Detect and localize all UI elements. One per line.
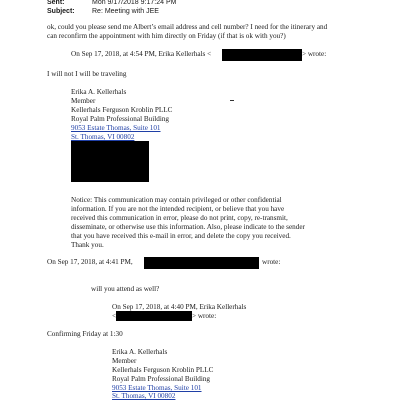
signature-name: Erika A. Kellerhals (112, 348, 168, 356)
signature-address-link[interactable]: 9053 Estate Thomas, Suite 101 (112, 384, 202, 392)
confidentiality-notice-line: disseminate, or otherwise use this information. Also, please indicate to the sender (71, 223, 305, 231)
quote-header-suffix: > wrote: (192, 312, 217, 320)
signature-firm: Kellerhals Ferguson Kroblin PLLC (112, 366, 214, 374)
quote-header-suffix: wrote: (262, 258, 281, 266)
signature-address-link[interactable]: St. Thomas, VI 00802 (112, 392, 176, 400)
body-paragraph-line: can reconfirm the appointment with him directly on Friday (if that is ok with you?) (47, 32, 286, 40)
subject-label: Subject: (47, 8, 75, 15)
confidentiality-notice-line: received this communication in error, please do not print, copy, re-transmit, (71, 214, 288, 222)
confidentiality-notice-line: information. If you are not the intended recipient, or believe that you have (71, 205, 285, 213)
signature-title: Member (71, 97, 96, 105)
confirm-text: Confirming Friday at 1:30 (47, 330, 123, 338)
signature-building: Royal Palm Professional Building (71, 115, 170, 123)
quote-open-bracket: < (112, 312, 117, 320)
confidentiality-notice-line: that you have received this e-mail in error, and delete the copy you received. (71, 232, 291, 240)
redaction-box (116, 311, 192, 321)
sent-value: Mon 9/17/2018 9:17:24 PM (92, 0, 177, 6)
signature-firm: Kellerhals Ferguson Kroblin PLLC (71, 106, 173, 114)
signature-address-link[interactable]: 9053 Estate Thomas, Suite 101 (71, 124, 161, 132)
redaction-box (71, 141, 149, 182)
signature-name: Erika A. Kellerhals (71, 88, 127, 96)
confidentiality-notice-line: Thank you. (71, 241, 104, 249)
subject-value: Re: Meeting with JEE (92, 8, 159, 15)
signature-building: Royal Palm Professional Building (112, 375, 211, 383)
quote-header-suffix: > wrote: (302, 50, 327, 58)
reply-text: I will not I will be traveling (47, 70, 127, 78)
quote-header: On Sep 17, 2018, at 4:40 PM, Erika Kellerhals (112, 303, 247, 311)
signature-title: Member (112, 357, 137, 365)
quote-header: On Sep 17, 2018, at 4:54 PM, Erika Kellerhals < (71, 50, 212, 58)
redaction-box (144, 257, 259, 269)
signature-address-link[interactable]: St. Thomas, VI 00802 (71, 133, 135, 141)
quote-header: On Sep 17, 2018, at 4:41 PM, (47, 258, 133, 266)
question-text: will you attend as well? (91, 285, 160, 293)
redaction-box (222, 49, 302, 61)
decorative-tick (230, 100, 234, 101)
body-paragraph-line: ok, could you please send me Albert’s email address and cell number? I need for the itinerary and (47, 23, 328, 31)
sent-label: Sent: (47, 0, 65, 6)
confidentiality-notice-line: Notice: This communication may contain privileged or other confidential (71, 196, 282, 204)
